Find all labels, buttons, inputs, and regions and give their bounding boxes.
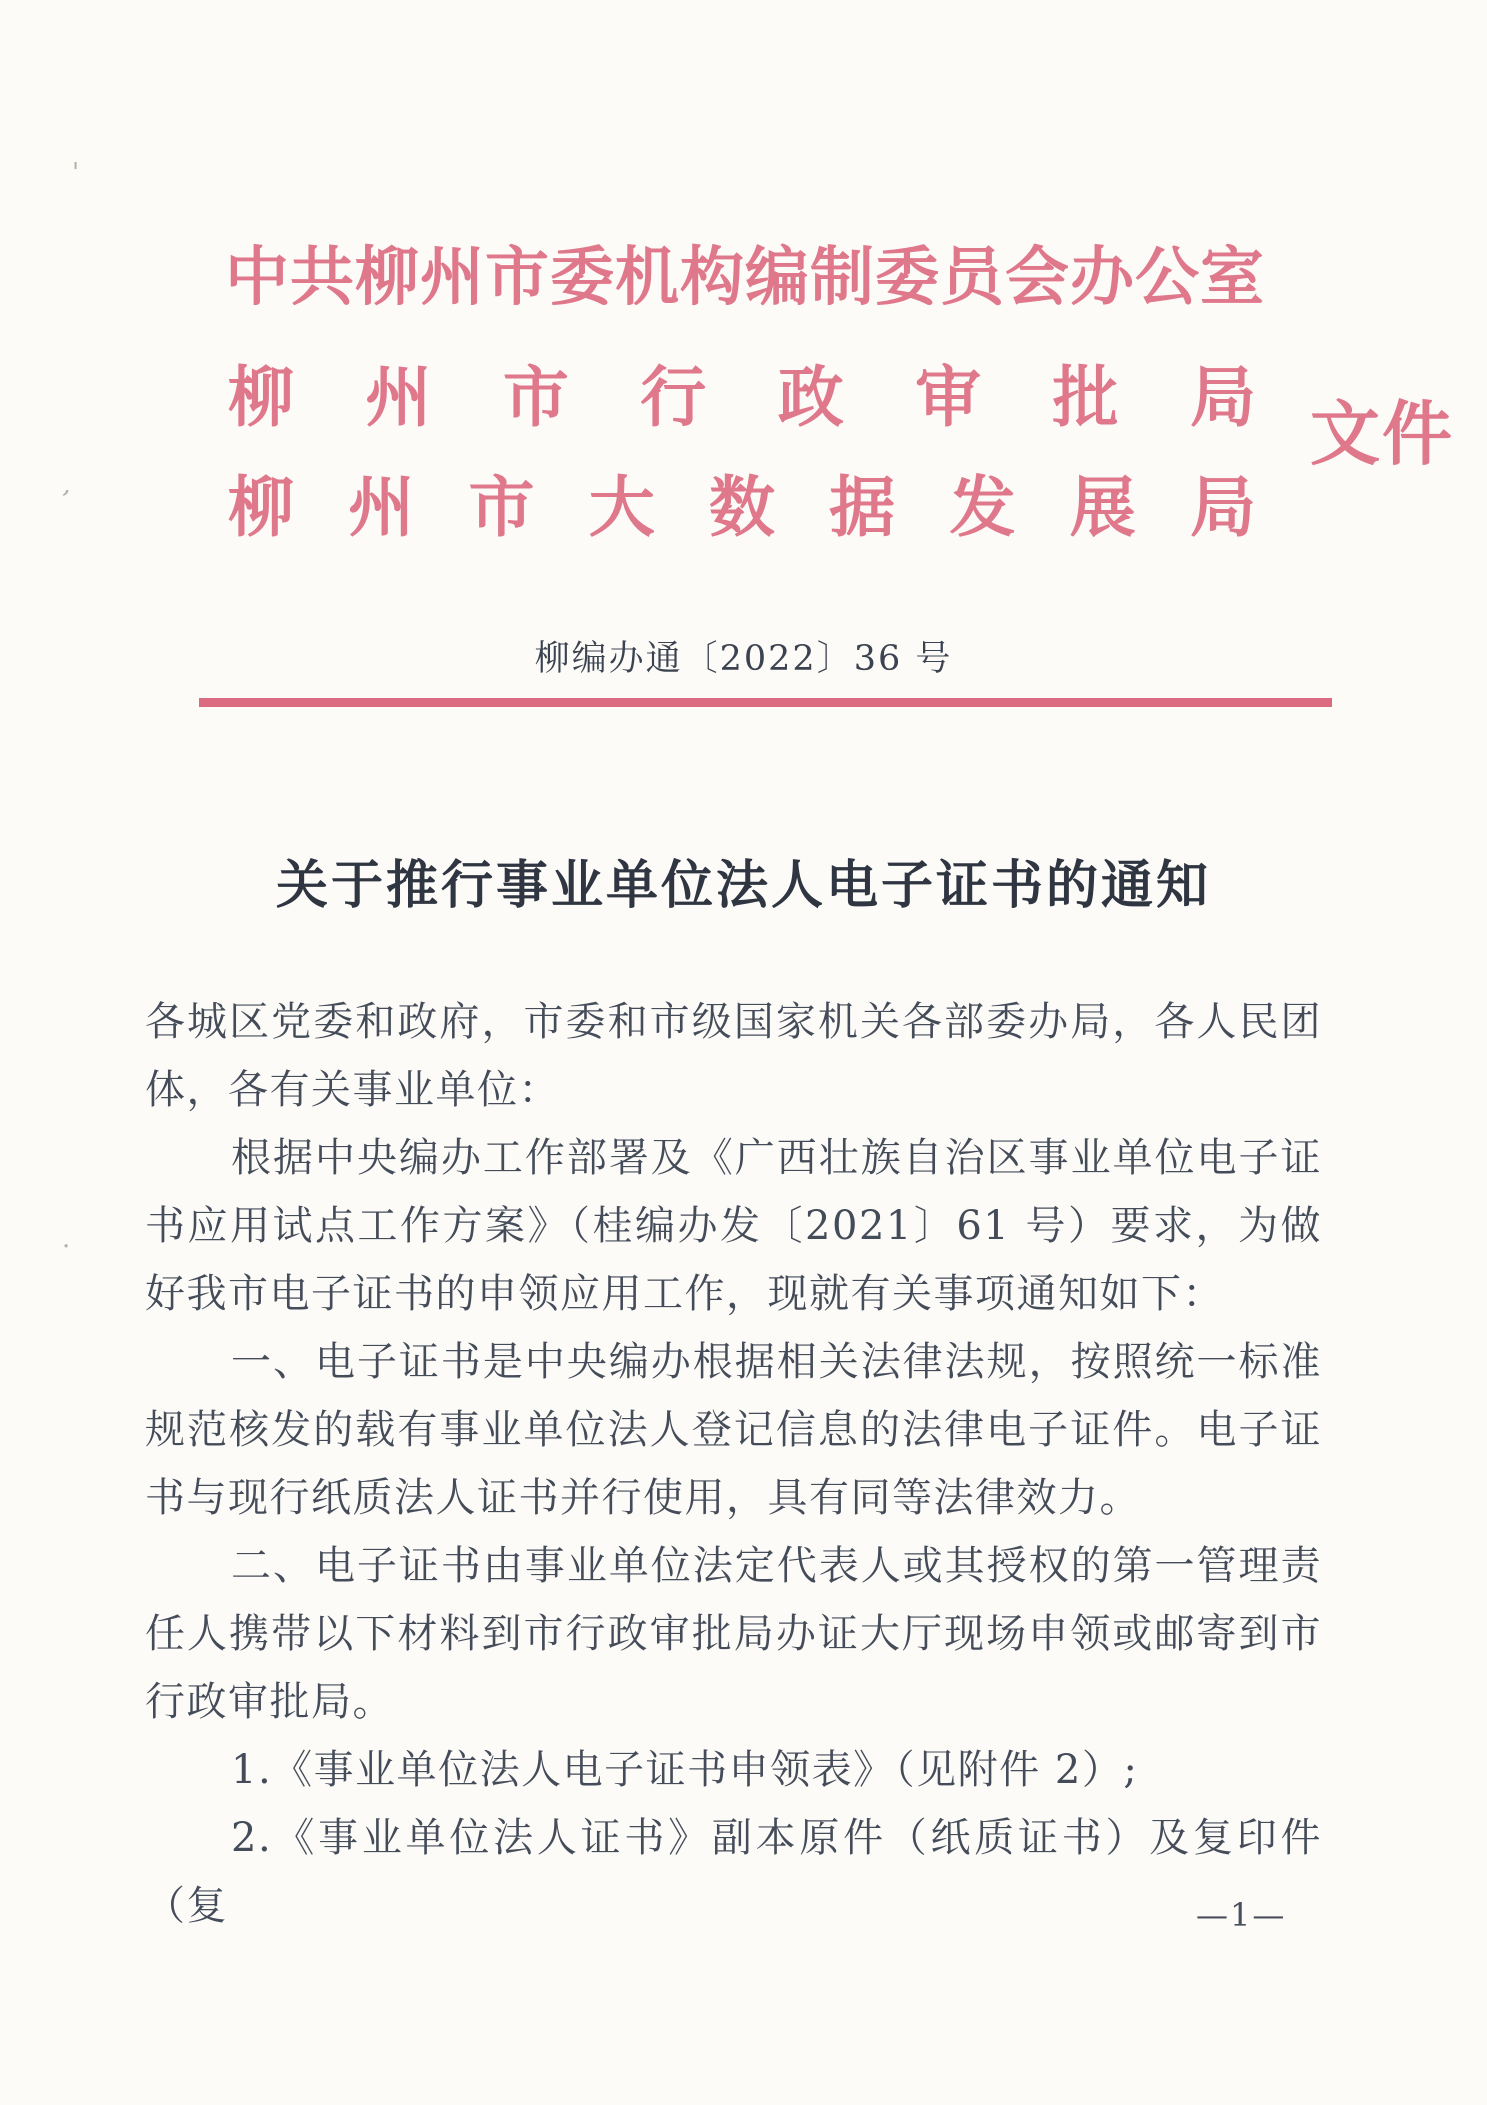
body-list-item: 2.《事业单位法人证书》副本原件（纸质证书）及复印件（复 (145, 1815, 1322, 1929)
salutation-paragraph: 各城区党委和政府，市委和市级国家机关各部委办局，各人民团体，各有关事业单位： (145, 999, 1322, 1113)
page-number: —1— (1196, 1896, 1287, 1934)
body-paragraph: 一、电子证书是中央编办根据相关法律法规，按照统一标准规范核发的载有事业单位法人登记信息的法律电子证件。电子证书与现行纸质法人证书并行使用，具有同等法律效力。 (145, 1339, 1322, 1521)
document-body (145, 988, 1322, 1940)
body-list-item: 1.《事业单位法人电子证书申领表》（见附件 2）; (231, 1747, 1139, 1793)
letterhead-document-marker: 文件 (1310, 392, 1454, 475)
scan-artifact: , (60, 469, 76, 501)
document-number: 柳编办通〔2022〕36 号 (534, 639, 953, 679)
letterhead-org-3: 柳 州 市 大 数 据 发 展 局 (228, 468, 1256, 546)
document-title: 关于推行事业单位法人电子证书的通知 (275, 855, 1211, 916)
body-paragraph: 根据中央编办工作部署及《广西壮族自治区事业单位电子证书应用试点工作方案》（桂编办发〔2021〕61 号）要求，为做好我市电子证书的申领应用工作，现就有关事项通知如下： (145, 1135, 1322, 1317)
body-paragraph: 二、电子证书由事业单位法定代表人或其授权的第一管理责任人携带以下材料到市行政审批局办证大厅现场申领或邮寄到市行政审批局。 (145, 1543, 1322, 1725)
letterhead-org-1: 中共柳州市委机构编制委员会办公室 (225, 240, 1265, 315)
scan-artifact: · (62, 1232, 71, 1262)
red-separator-rule (199, 698, 1332, 707)
letterhead-org-2: 柳 州 市 行 政 审 批 局 (228, 358, 1256, 436)
scan-artifact: ' (72, 158, 80, 188)
